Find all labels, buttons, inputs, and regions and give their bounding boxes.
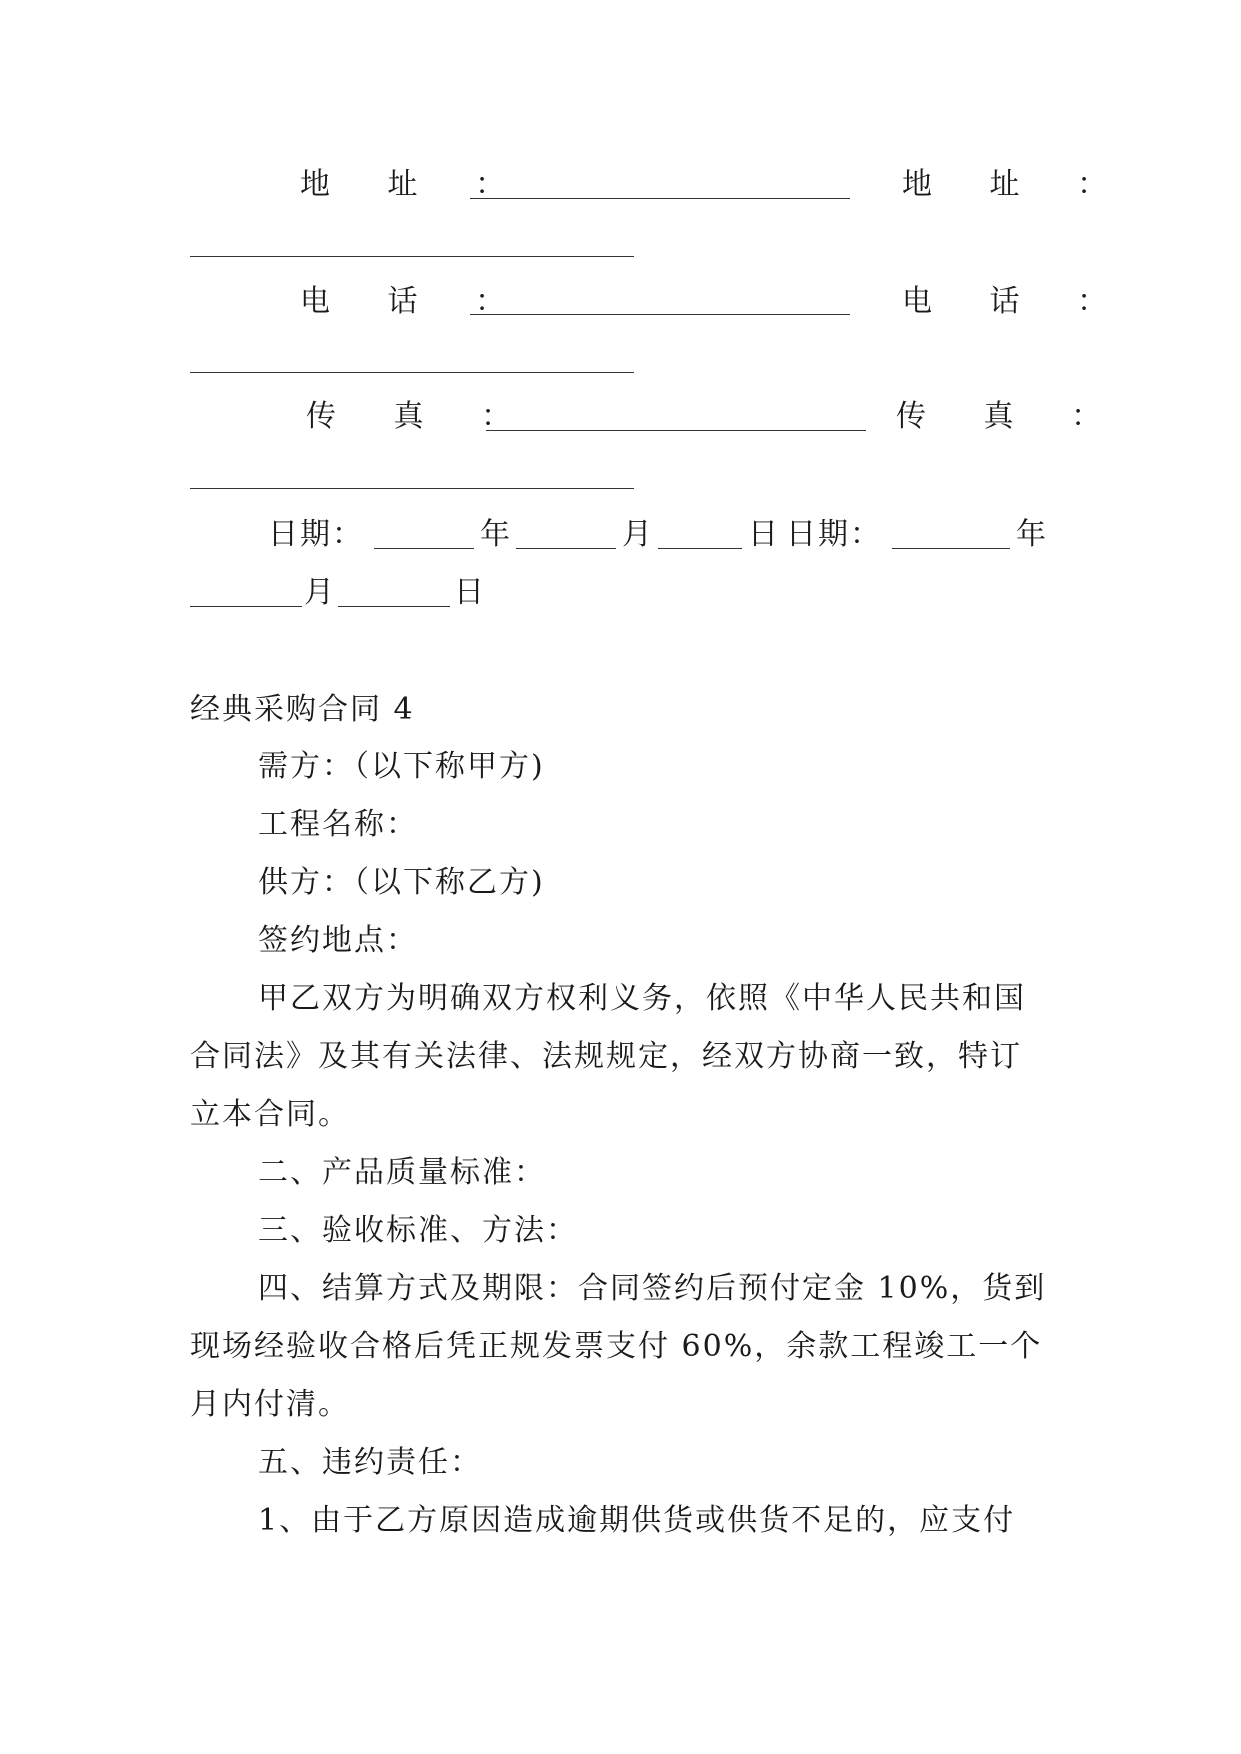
preamble-line-1: 甲乙双方为明确双方权利义务，依照《中华人民共和国 <box>258 981 1026 1016</box>
fax-label-party-b: 传 真 ： <box>896 399 1126 434</box>
phone-blank-party-b <box>190 372 634 373</box>
preamble-line-2: 合同法》及其有关法律、法规规定，经双方协商一致，特订 <box>190 1039 1022 1074</box>
fax-blank-party-a <box>486 430 866 431</box>
address-blank-party-a <box>470 198 850 199</box>
year-blank-party-a <box>374 548 474 549</box>
clause-5-1: 1、由于乙方原因造成逾期供货或供货不足的，应支付 <box>258 1503 1016 1538</box>
year-label-party-a: 年 <box>480 517 512 552</box>
month-blank-party-b <box>190 606 302 607</box>
day-blank-party-a <box>658 548 742 549</box>
phone-label-party-b: 电 话 ： <box>902 284 1132 319</box>
fax-label-party-a: 传 真 ： <box>306 399 536 434</box>
contract-title: 经典采购合同 4 <box>190 692 415 727</box>
year-label-party-b: 年 <box>1016 517 1048 552</box>
address-label-party-b: 地 址 ： <box>902 167 1132 202</box>
clause-2: 二、产品质量标准： <box>258 1155 546 1190</box>
fax-blank-party-b <box>190 488 634 489</box>
buyer-line: 需方：（以下称甲方) <box>258 749 545 784</box>
clause-3: 三、验收标准、方法： <box>258 1213 578 1248</box>
address-blank-party-b <box>190 256 634 257</box>
month-blank-party-a <box>516 548 616 549</box>
month-label-party-b: 月 <box>304 575 336 610</box>
date-label-party-b: 日期： <box>786 517 882 552</box>
supplier-line: 供方：（以下称乙方) <box>258 865 545 900</box>
date-label-party-a: 日期： <box>268 517 364 552</box>
clause-4-line-3: 月内付清。 <box>190 1387 350 1422</box>
phone-label-party-a: 电 话 ： <box>300 284 530 319</box>
phone-blank-party-a <box>470 314 850 315</box>
clause-4-line-1: 四、结算方式及期限：合同签约后预付定金 10%，货到 <box>258 1271 1047 1306</box>
year-blank-party-b <box>892 548 1010 549</box>
preamble-line-3: 立本合同。 <box>190 1097 350 1132</box>
address-label-party-a: 地 址 ： <box>300 167 530 202</box>
clause-4-line-2: 现场经验收合格后凭正规发票支付 60%，余款工程竣工一个 <box>190 1329 1043 1364</box>
clause-5: 五、违约责任： <box>258 1445 482 1480</box>
month-label-party-a: 月 <box>622 517 654 552</box>
signing-location-line: 签约地点： <box>258 923 418 958</box>
day-blank-party-b <box>338 606 450 607</box>
day-label-party-b: 日 <box>454 575 486 610</box>
project-name-line: 工程名称： <box>258 807 418 842</box>
day-label-party-a: 日 <box>748 517 780 552</box>
